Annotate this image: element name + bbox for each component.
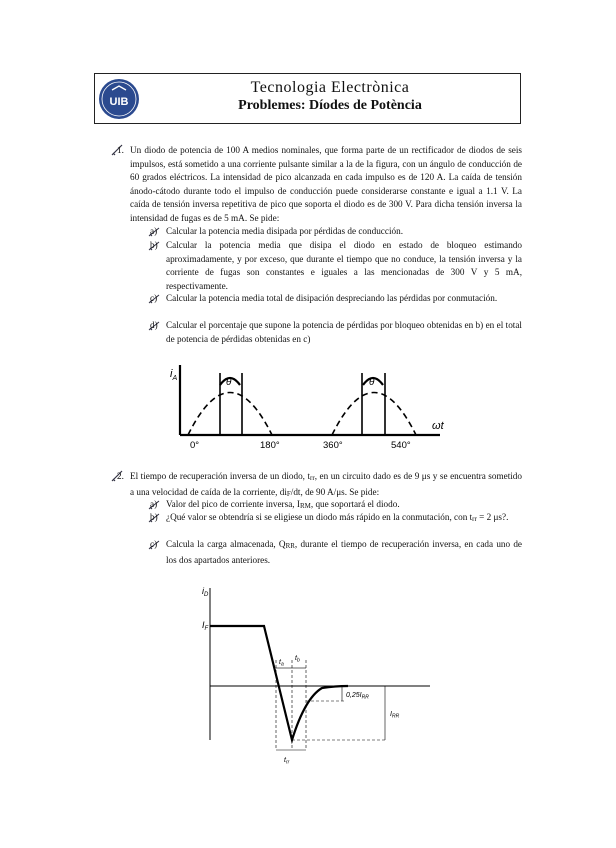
problem-1-item-c-label: c)	[150, 293, 158, 303]
problem-2-item-b-label: b)	[150, 512, 158, 522]
problem-1-item-b: Calcular la potencia media que disipa el diodo en estado de bloqueo estimando aproximadamente, y por exceso, que durante el tiempo que no conduce, la tensión inversa y la corriente de fugas son constantes e iguales a las mencionadas de 300 V y 5 mA, respectivamente.	[166, 240, 522, 291]
problem-2-statement: El tiempo de recuperación inversa de un diodo, $t_{rr}$, en un circuito dado es de 9 μs y se encuentra sometido a una velocidad de caída de la corriente, $di_F/dt$, de 90 A/μs. Se pide:	[130, 471, 522, 498]
problem-1-item-b-label: b)	[150, 240, 158, 250]
problem-1-item-d: Calcular el porcentaje que supone la potencia de pérdidas por bloqueo obtenidas en b) en el total de potencia de pérdidas obtenidas en c)	[166, 320, 522, 344]
logo-text: UIB	[109, 96, 129, 108]
uib-logo	[98, 78, 140, 120]
025irr-label: $0,25I_{RR}$	[346, 692, 369, 701]
page-title: Tecnologia Electrònica	[250, 79, 410, 96]
tick-360: 360°	[323, 440, 343, 451]
y-axis-label: $i_A$	[170, 368, 178, 382]
tick-0: 0°	[190, 440, 200, 451]
tick-540: 540°	[391, 440, 411, 451]
tb-label: $t_b$	[295, 655, 300, 664]
problem-1-item-a: Calcular la potencia media disipada por pérdidas de conducción.	[166, 226, 403, 236]
problem-2-item-c-label: c)	[150, 539, 158, 549]
problem-2-item-a-label: a)	[150, 499, 158, 509]
problem-1-statement: Un diodo de potencia de 100 A medios nominales, que forma parte de un rectificador de diodos de seis impulsos, está sometido a una corriente pulsante similar a la de la figura, con un ángulo de conducción de 60 grados eléctricos. La intensidad de pico alcanzada en cada impulso es de 120 A. La caída de tensión ánodo-cátodo durante todo el impulso de conducción puede considerarse constante e igual a 1.1 V. La caída de tensión inversa repetitiva de pico que soporta el diodo es de 300 V. Para dicha tensión inversa la intensidad de fugas es de 5 mA. Se pide:	[130, 145, 522, 223]
problem-1-item-d-label: d)	[150, 320, 158, 330]
problem-2-number: 2.	[117, 471, 124, 481]
problem-2-item-a: Valor del pico de corriente inversa, $I_{RM}$, que soportará el diodo.	[166, 499, 400, 510]
problem-1-item-a-label: a)	[150, 226, 158, 236]
current-waveform	[210, 626, 348, 740]
trr-label: $t_{rr}$	[284, 757, 290, 766]
problem-2-item-c: Calcula la carga almacenada, $Q_{RR}$, durante el tiempo de recuperación inversa, en cada uno de los dos apartados anteriores.	[166, 539, 522, 565]
pulse-1-envelope	[188, 393, 272, 436]
figure-reverse-recovery	[180, 580, 440, 785]
problem-1-number: 1.	[117, 145, 124, 155]
problem-1-item-c: Calcular la potencia media total de disipación despreciando las pérdidas por conmutación.	[166, 293, 498, 303]
x-axis-label: ωt	[432, 420, 444, 432]
page-subtitle: Problemes: Díodes de Potència	[238, 98, 422, 113]
tick-180: 180°	[260, 440, 280, 451]
theta-label-2: θ	[369, 377, 375, 388]
ta-label: $t_a$	[279, 659, 284, 668]
theta-label-1: θ	[226, 377, 232, 388]
problem-2-item-b: ¿Qué valor se obtendría si se eligiese un diodo más rápido en la conmutación, con $t_{rr} = 2$ μs?.	[166, 512, 509, 523]
pulse-2-envelope	[332, 393, 416, 436]
irr-label: $I_{RR}$	[390, 711, 400, 720]
figure-current-pulses	[160, 355, 460, 460]
if-label: $I_F$	[202, 620, 209, 632]
id-label: $i_D$	[202, 586, 209, 598]
